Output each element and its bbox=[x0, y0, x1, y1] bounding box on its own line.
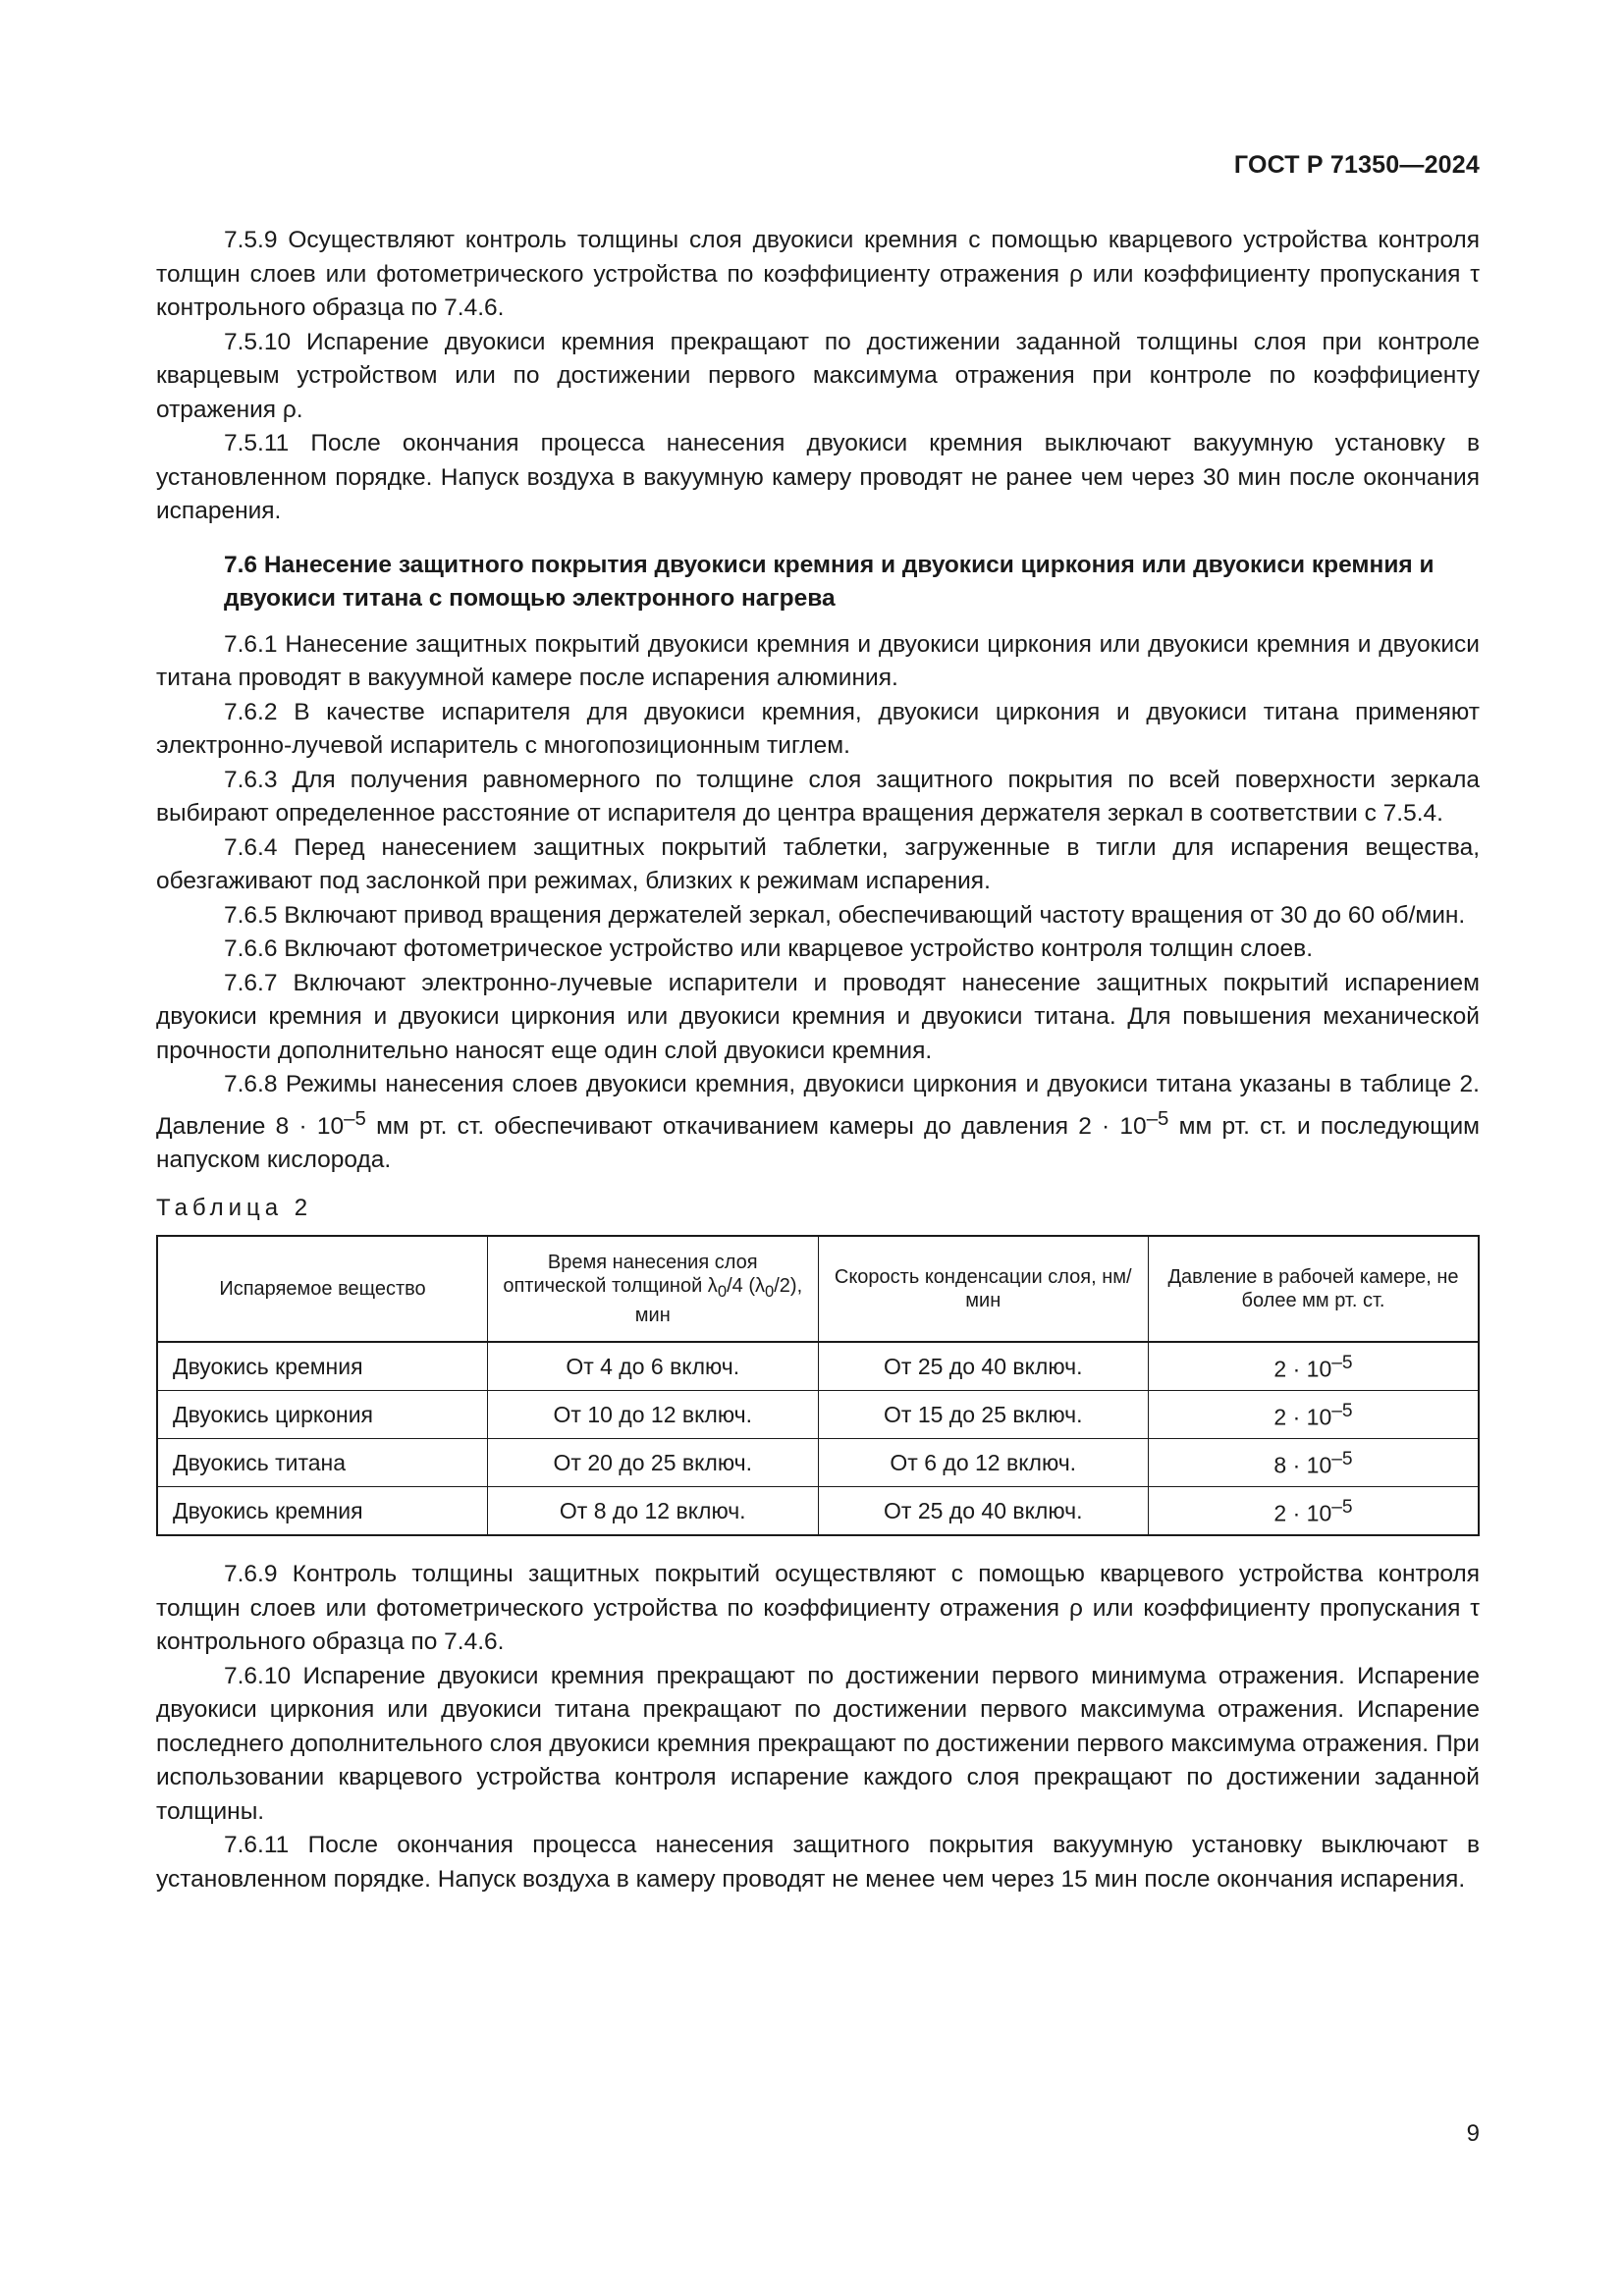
paragraph-7-6-9: 7.6.9 Контроль толщины защитных покрытий осуществляют с помощью кварцевого устройства контроля толщин слоев или фотометрического устройства по коэффициенту отражения ρ или коэффициенту пропускания τ контрольного образца по 7.4.6. bbox=[156, 1561, 1480, 1656]
header-pressure: Давление в рабочей камере, не более мм рт. ст. bbox=[1149, 1236, 1480, 1342]
paragraph-7-6-6: 7.6.6 Включают фотометрическое устройство или кварцевое устройство контроля толщин слоев. bbox=[224, 935, 1313, 962]
cell-substance: Двуокись циркония bbox=[157, 1391, 488, 1439]
cell-rate: От 25 до 40 включ. bbox=[818, 1342, 1149, 1391]
document-number: ГОСТ Р 71350—2024 bbox=[1233, 151, 1480, 179]
paragraph-7-6-10: 7.6.10 Испарение двуокиси кремния прекращают по достижении первого минимума отражения. Испарение двуокиси циркония или двуокиси титана прекращают по достижении первого максимума отражения. Испарение последнего дополнительного слоя двуокиси кремния прекращают по достижении первого максимума отражения. При использовании кварцевого устройства контроля испарение каждого слоя прекращают по достижении заданной толщины. bbox=[156, 1662, 1480, 1825]
paragraph-7-6-7: 7.6.7 Включают электронно-лучевые испарители и проводят нанесение защитных покрытий испарением двуокиси кремния и двуокиси циркония или двуокиси кремния и двуокиси титана. Для повышения механической прочности дополнительно наносят еще один слой двуокиси кремния. bbox=[156, 969, 1480, 1064]
cell-time: От 10 до 12 включ. bbox=[488, 1391, 819, 1439]
cell-pressure: $8 \cdot 10^{-5}$ bbox=[1149, 1439, 1480, 1487]
cell-pressure: $2 \cdot 10^{-5}$ bbox=[1149, 1342, 1480, 1391]
paragraph-7-6-3: 7.6.3 Для получения равномерного по толщине слоя защитного покрытия по всей поверхности зеркала выбирают определенное расстояние от испарителя до центра вращения держателя зеркал в соответствии с 7.5.4. bbox=[156, 766, 1480, 827]
cell-time: От 8 до 12 включ. bbox=[488, 1487, 819, 1536]
table-row bbox=[157, 1439, 1479, 1487]
header-rate: Скорость конденсации слоя, нм/мин bbox=[818, 1236, 1149, 1342]
cell-rate: От 25 до 40 включ. bbox=[818, 1487, 1149, 1536]
table-row bbox=[157, 1391, 1479, 1439]
paragraph-7-6-1: 7.6.1 Нанесение защитных покрытий двуокиси кремния и двуокиси циркония или двуокиси кремния и двуокиси титана проводят в вакуумной камере после испарения алюминия. bbox=[156, 630, 1480, 691]
paragraph-7-5-11: 7.5.11 После окончания процесса нанесения двуокиси кремния выключают вакуумную установку в установленном порядке. Напуск воздуха в вакуумную камеру проводят не ранее чем через 30 мин после окончания испарения. bbox=[156, 430, 1480, 524]
table-caption: Таблица 2 bbox=[156, 1194, 313, 1221]
page-number: 9 bbox=[1466, 2120, 1480, 2147]
paragraph-7-6-8: 7.6.8 Режимы нанесения слоев двуокиси кремния, двуокиси циркония и двуокиси титана указаны в таблице 2. Давление $8 \cdot 10^{-5}$ мм рт. ст. обеспечивают откачиванием камеры до давления $2 \cdot 10^{-5}$ мм рт. ст. и последующим напуском кислорода. bbox=[156, 1071, 1480, 1174]
paragraph-7-5-9: 7.5.9 Осуществляют контроль толщины слоя двуокиси кремния с помощью кварцевого устройства контроля толщин слоев или фотометрического устройства по коэффициенту отражения ρ или коэффициенту пропускания τ контрольного образца по 7.4.6. bbox=[156, 227, 1480, 321]
cell-time: От 4 до 6 включ. bbox=[488, 1342, 819, 1391]
paragraph-7-6-5: 7.6.5 Включают привод вращения держателей зеркал, обеспечивающий частоту вращения от 30 до 60 об/мин. bbox=[224, 901, 1466, 929]
paragraph-7-5-10: 7.5.10 Испарение двуокиси кремния прекращают по достижении заданной толщины слоя при контроле кварцевым устройством или по достижении первого максимума отражения при контроле по коэффициенту отражения ρ. bbox=[156, 328, 1480, 423]
cell-substance: Двуокись титана bbox=[157, 1439, 488, 1487]
cell-substance: Двуокись кремния bbox=[157, 1342, 488, 1391]
paragraph-7-6-11: 7.6.11 После окончания процесса нанесения защитного покрытия вакуумную установку выключают в установленном порядке. Напуск воздуха в камеру проводят не менее чем через 15 мин после окончания испарения. bbox=[156, 1832, 1480, 1893]
section-heading-7-6: 7.6 Нанесение защитного покрытия двуокиси кремния и двуокиси циркония или двуокиси кремния и двуокиси титана с помощью электронного нагрева bbox=[224, 551, 1435, 612]
table-row bbox=[157, 1487, 1479, 1536]
cell-substance: Двуокись кремния bbox=[157, 1487, 488, 1536]
table-header-row bbox=[157, 1236, 1479, 1342]
cell-pressure: $2 \cdot 10^{-5}$ bbox=[1149, 1487, 1480, 1536]
cell-time: От 20 до 25 включ. bbox=[488, 1439, 819, 1487]
table-row bbox=[157, 1342, 1479, 1391]
header-time: Время нанесения слоя оптической толщиной $\lambda_0/4$ $(\lambda_0/2)$, мин bbox=[488, 1236, 819, 1342]
table-2 bbox=[156, 1235, 1480, 1536]
paragraph-7-6-4: 7.6.4 Перед нанесением защитных покрытий таблетки, загруженные в тигли для испарения вещества, обезгаживают под заслонкой при режимах, близких к режимам испарения. bbox=[156, 833, 1480, 894]
cell-rate: От 6 до 12 включ. bbox=[818, 1439, 1149, 1487]
paragraph-7-6-2: 7.6.2 В качестве испарителя для двуокиси кремния, двуокиси циркония и двуокиси титана применяют электронно-лучевой испаритель с многопозиционным тиглем. bbox=[156, 698, 1480, 759]
cell-pressure: $2 \cdot 10^{-5}$ bbox=[1149, 1391, 1480, 1439]
cell-rate: От 15 до 25 включ. bbox=[818, 1391, 1149, 1439]
page-content bbox=[156, 224, 1480, 1896]
header-substance: Испаряемое вещество bbox=[157, 1236, 488, 1342]
